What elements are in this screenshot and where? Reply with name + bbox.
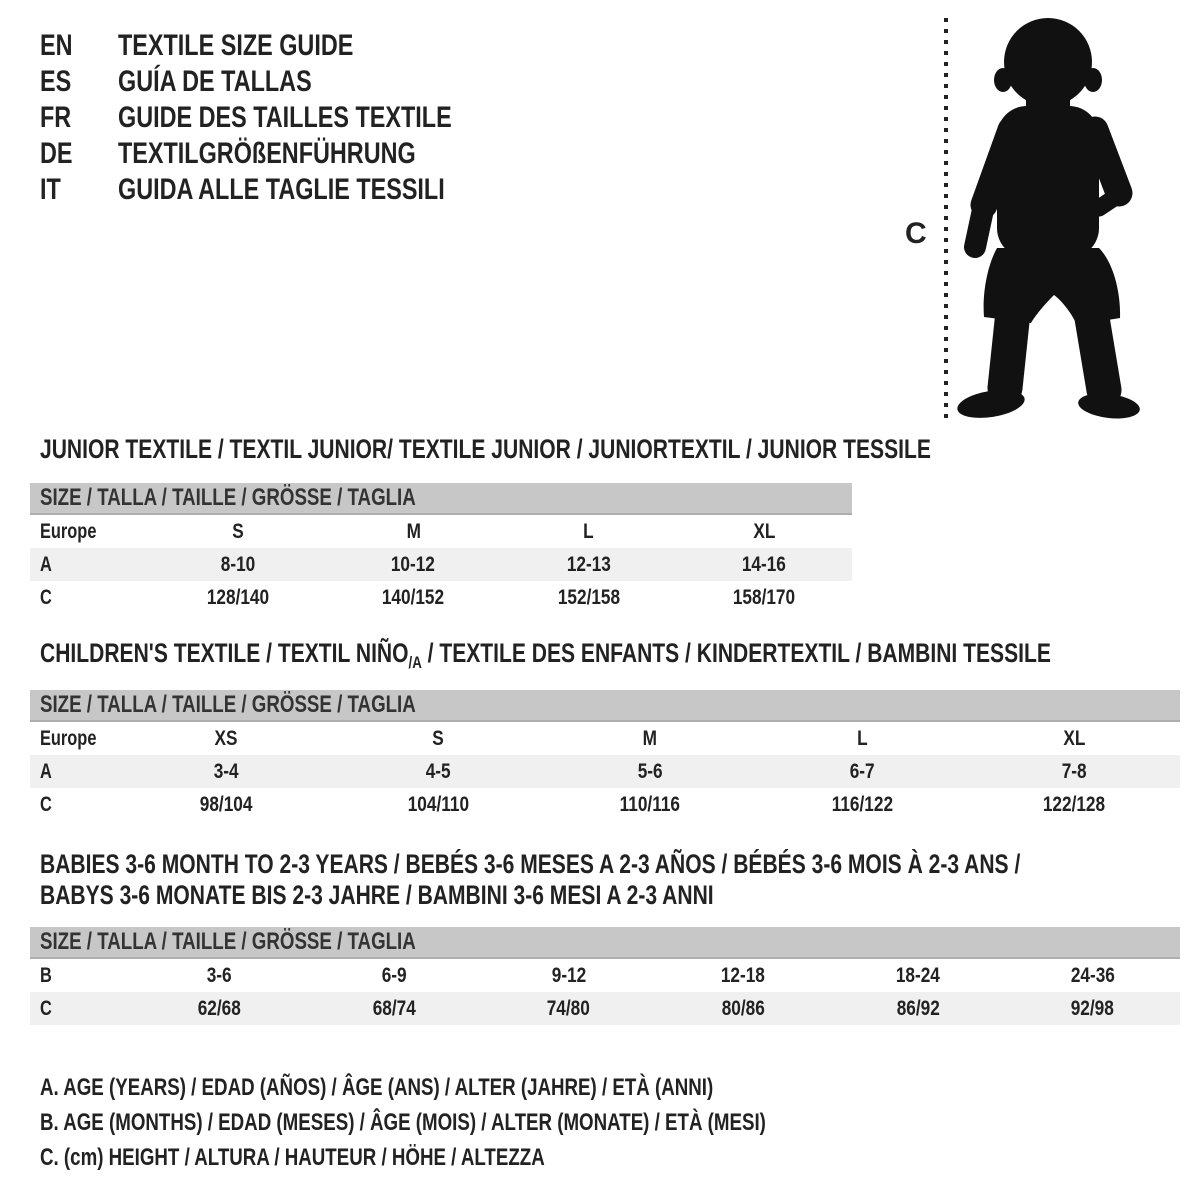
cell-value: 110/116 xyxy=(619,792,681,816)
junior-row-europe xyxy=(30,515,852,548)
footnote-c xyxy=(40,1140,971,1175)
guide-title-de: TEXTILGRÖßENFÜHRUNG xyxy=(118,137,416,170)
junior-size-table xyxy=(30,483,852,614)
guide-title-fr: GUIDE DES TAILLES TEXTILE xyxy=(118,101,452,134)
children-row-height xyxy=(30,788,1180,821)
cell-value: 68/74 xyxy=(372,996,416,1020)
cell-value: 98/104 xyxy=(199,792,253,816)
cell-value: M xyxy=(406,519,421,543)
lang-row-fr xyxy=(40,100,546,136)
section-title-babies-line2-text: BABYS 3-6 MONATE BIS 2-3 JAHRE / BAMBINI 3-6 MESI A 2-3 ANNI xyxy=(40,880,714,910)
guide-title-en: TEXTILE SIZE GUIDE xyxy=(118,29,354,62)
babies-row-height xyxy=(30,992,1180,1025)
babies-row-months xyxy=(30,959,1180,992)
cell-value: 18-24 xyxy=(895,963,941,987)
section-title-babies-line1 xyxy=(40,849,1200,880)
section-title-junior xyxy=(40,434,1182,465)
lang-code-it: IT xyxy=(40,173,61,206)
cell-value: L xyxy=(583,519,595,543)
guide-title-it: GUIDA ALLE TAGLIE TESSILI xyxy=(118,173,445,206)
cell-value: 74/80 xyxy=(547,996,591,1020)
row-label: A xyxy=(40,759,52,783)
size-header-text: SIZE / TALLA / TAILLE / GRÖSSE / TAGLIA xyxy=(40,484,416,511)
section-title-babies-line2 xyxy=(40,880,904,911)
section-title-children xyxy=(40,638,1200,673)
row-label: C xyxy=(40,585,52,609)
children-table-size-header xyxy=(30,690,1180,722)
cell-value: 6-7 xyxy=(849,759,875,783)
cell-value: 12-18 xyxy=(721,963,766,987)
cell-value: XL xyxy=(1062,726,1086,750)
language-title-list xyxy=(40,28,546,208)
section-title-babies-line1-text: BABIES 3-6 MONTH TO 2-3 YEARS / BEBÉS 3-6 MESES A 2-3 AÑOS / BÉBÉS 3-6 MOIS À 2-3 ANS / xyxy=(40,849,1021,879)
cell-value: 3-4 xyxy=(213,759,239,783)
cell-value: 8-10 xyxy=(220,552,255,576)
cell-value: L xyxy=(856,726,868,750)
cell-value: 116/122 xyxy=(831,792,893,816)
cell-value: 158/170 xyxy=(733,585,796,609)
footnote-c-text: C. (cm) HEIGHT / ALTURA / HAUTEUR / HÖHE / ALTEZZA xyxy=(40,1143,545,1171)
row-label: C xyxy=(40,792,52,816)
row-label: A xyxy=(40,552,52,576)
lang-code-es: ES xyxy=(40,65,72,98)
cell-value: XL xyxy=(753,519,776,543)
section-title-junior-text: JUNIOR TEXTILE / TEXTIL JUNIOR/ TEXTILE JUNIOR / JUNIORTEXTIL / JUNIOR TESSILE xyxy=(40,434,931,464)
junior-row-height xyxy=(30,581,852,614)
row-label: Europe xyxy=(40,519,97,543)
cell-value: 92/98 xyxy=(1071,996,1115,1020)
cell-value: 122/128 xyxy=(1042,792,1106,816)
lang-code-fr: FR xyxy=(40,101,72,134)
cell-value: 128/140 xyxy=(206,585,269,609)
babies-table-size-header xyxy=(30,927,1180,959)
cell-value: S xyxy=(432,726,444,750)
lang-row-en xyxy=(40,28,546,64)
junior-row-age xyxy=(30,548,852,581)
children-size-table xyxy=(30,690,1180,821)
cell-value: XS xyxy=(214,726,238,750)
cell-value: 3-6 xyxy=(206,963,232,987)
toddler-silhouette xyxy=(885,0,1195,440)
height-label-c: C xyxy=(905,217,927,250)
cell-value: 62/68 xyxy=(197,996,241,1020)
cell-value: 14-16 xyxy=(742,552,787,576)
nino-sub-a: /A xyxy=(408,653,422,672)
cell-value: 24-36 xyxy=(1070,963,1115,987)
lang-code-de: DE xyxy=(40,137,73,170)
cell-value: 4-5 xyxy=(425,759,451,783)
babies-size-table xyxy=(30,927,1180,1025)
measurement-figure xyxy=(885,0,1195,440)
cell-value: 86/92 xyxy=(896,996,940,1020)
cell-value: 80/86 xyxy=(721,996,765,1020)
cell-value: 6-9 xyxy=(381,963,407,987)
children-row-europe xyxy=(30,722,1180,755)
cell-value: 140/152 xyxy=(382,585,445,609)
cell-value: 9-12 xyxy=(551,963,586,987)
footnote-b-text: B. AGE (MONTHS) / EDAD (MESES) / ÂGE (MOIS) / ALTER (MONATE) / ETÀ (MESI) xyxy=(40,1108,766,1136)
cell-value: 152/158 xyxy=(557,585,620,609)
size-header-text: SIZE / TALLA / TAILLE / GRÖSSE / TAGLIA xyxy=(40,691,416,718)
legend-footnotes xyxy=(40,1070,971,1175)
cell-value: 7-8 xyxy=(1061,759,1087,783)
size-header-text: SIZE / TALLA / TAILLE / GRÖSSE / TAGLIA xyxy=(40,928,416,955)
footnote-a-text: A. AGE (YEARS) / EDAD (AÑOS) / ÂGE (ANS) / ALTER (JAHRE) / ETÀ (ANNI) xyxy=(40,1073,714,1101)
row-label: B xyxy=(40,963,52,987)
lang-row-it xyxy=(40,172,546,208)
junior-table-size-header xyxy=(30,483,852,515)
row-label: C xyxy=(40,996,52,1020)
lang-code-en: EN xyxy=(40,29,73,62)
cell-value: 12-13 xyxy=(566,552,611,576)
footnote-b xyxy=(40,1105,971,1140)
section-title-children-text: CHILDREN'S TEXTILE / TEXTIL $NIÑO_{/A}$ / TEXTILE DES ENFANTS / KINDERTEXTIL / BAMBINI TESSILE xyxy=(40,638,1051,672)
guide-title-es: GUÍA DE TALLAS xyxy=(118,65,312,98)
cell-value: S xyxy=(231,519,244,543)
children-row-age xyxy=(30,755,1180,788)
lang-row-de xyxy=(40,136,546,172)
lang-row-es xyxy=(40,64,546,100)
cell-value: 10-12 xyxy=(391,552,436,576)
cell-value: 5-6 xyxy=(637,759,663,783)
cell-value: 104/110 xyxy=(407,792,469,816)
toddler-body xyxy=(955,18,1141,422)
row-label: Europe xyxy=(40,726,97,750)
footnote-a xyxy=(40,1070,971,1105)
cell-value: M xyxy=(642,726,658,750)
